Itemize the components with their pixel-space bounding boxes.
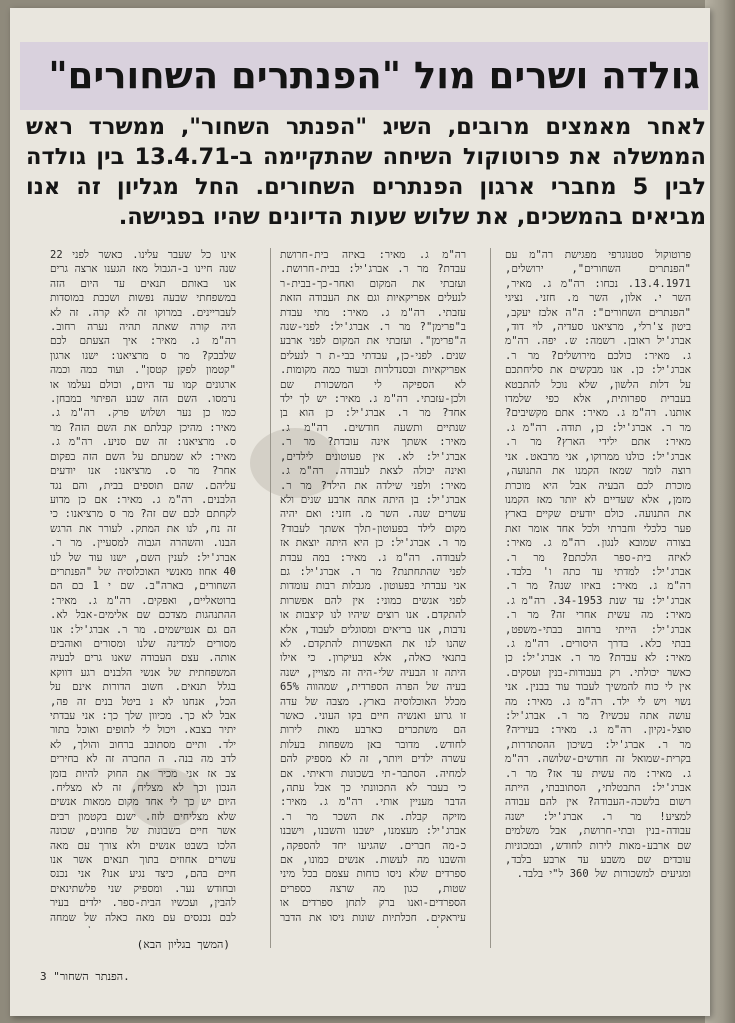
headline: גולדה ושרים מול "הפנתרים השחורים" [48, 54, 700, 97]
text-column-middle [280, 248, 466, 928]
text-column-right [505, 248, 691, 928]
page-footer: .הפנתר השחור" 3 [40, 970, 130, 983]
continued-note: (המשך בגליון הבא) [136, 938, 230, 951]
column-divider [490, 248, 491, 948]
headline-band [20, 42, 708, 110]
column-text: אינו כל שעבר עלינו. כאשר לפני 22 שנה חיינו ב-הגבול מאז הגענו ארצה גרים אנו באותם תנאים עד היום הזה במשפחתי שבעה נפשות ושכבת במוסדות לעבריינים. במרוקו זה לא קרה. זה לא היה קורה שאתה תהיה נערה רחוב. רה"מ ג. מאיר: איך הצעתם לכם שלבבק? מר ס מרציאנו: ישנו ארגון "קטמון לפקן קטסן". ועוד כמה וכמה ארגונים קמו עד היום, וכולם נעלמו או נרמסו. השם הזה שבע הפיתוי במבחן. כמו כן נער ושלוש פרק. רה"מ ג. מאיר: מהיכן קבלתם את השם הזה? מר ס. מרציאנו: זה שם סניע. רה"מ ג. מאיר: לא שמעתם על השם הזה בפקום אחר? מר ס. מרציאנו: אנו יודעים עליהם. שהם תוספים בבית, והם נגד הלבנים. רה"מ ג. מאיר: אם כן מדוע לקחתם לכם שם זה? מר ס מרציאנו: כי זה נח, לנו את המתק. לעורר את הרגש הבנו. והשהרה הגבוה למסעיין. מר ר. אברג'יל: לענין השם, ישנו עוד של לנו 40 אחוז מאנשי האוכלוסיה של "הפנתרים השחורים, בארה"ב. שם י 1 בם הם ברוטאליים, ואפקים. רה"מ ג. מאיר: ההתנהגות מצדכם שם אלימים-אבל לא. הם גם אנטישמים. מר ר. אברג'יל: אנו מסורים למדינה שלנו ומסורים ואוהבים אותה. עצם העבודה שאנו גרים לבעיה המשפחתית של אנשי הלבנים רגע דווקא בגלל תנאים. חשוב הדורות אינם על הכל, אנחנו לא נ ביטל בנים זה פה, אבל לא כך. מכיוון שלך כך: אני עבדתי יתיר בצבא. ויכול לי לתופים ואוכל בתור ילד. ותיים מסתובב ברחוב והולך, לא לדב מה בנה. ה החברה זה לא בחירים צב אז אני מכיר את החוק להיות בזמן הנכון וכך לא מצליח, זה לא מצליח. היום יש כך לי אחד מקום ממאות אנשים שלא מצליחים לזוז. ישנם בקטמון רבים אשר חיים בשבונות של פחונים, שכונה הלכו בשבט אנשים ולא צורך עם מאה עשרים אחוזים בתוך תנאים אשר אנו חיים בהם, כיצד נגיע אנו? אני נכנס ובחודש נער. ומספיק שני פלשתינאים להבין, ועכשיו הבית-ספר. ילדים בעיר לבם נכנסים עם מאה כאלה של שמחה [50, 249, 236, 924]
column-text: רה"מ ג. מאיר: באיזה בית-חרושת עבדת? מר ר. אברג'יל: בבית-חרושת. ועזבתי את המקום ואחר-כך-בבית-ר לנעלים אפריקאיות וגם את העבודה הזאת עזבתי. רה"מ ג. מאיר: מתי עבדת ב"פרימן"? מר ר. אברג'יל: לפני-שנה ה"פרימן". ועזבתי את המקום לפני ארבע שנים. לפני-כן, עבדתי בבי-ת ר לנעלים אפריקאיות ובסנדלרות ובעוד כמה מקומות. לא הספיקה לי המשכורת שם ולכן-עזבתי. רה"מ ג. מאיר: יש לך ילד אחד? מר ר. אברג'יל: כן הוא בן שנתיים ותשעה חודשים. רה"מ ג. מאיר: אשתך אינה עובדת? מר ר. אברג'יל: לא. אין פעוטונים לילדים, ואינה יכולה לצאת לעבודה. רה"מ ג. מאיר: ולפני שילדה את הילד? מר ר. אברג'יל: בן היתה אתה ארבע שנים ולא עשרים שנה. השר מ. חזני: ואם יהיה מקום לילד בפעוטון-תלך אשתך לעבוד? מר ר. אברג'יל: כן היא היתה יוצאת אז לעבודה. רה"מ ג. מאיר: במה עבדת לפני שהתחתנת? מר ר. אברג'יל: גם אני עבדתי בפעוטון. מגבלות רבות עומדות לפני אנשים כמוני: אין להם אפשרות להתקדם. אנו רוצים שיהיו לנו קיצבות או נדבות, אנו בריאים ומסוגלים לעבוד, אלא שהנו לנו את האפשרות להתקדם. לא בתנאי כאלה, אלא בעיקרון. כי אילו היתה זו הבעיה שלי-היה זה מצויין, ישנה בעיה של הפרה הספרדית, שמהווה 65% מכלל האוכלוסיה בארץ. מצבה של עדה זו גרוע ואנשיה חיים בקו העוני. כאשר הם משתכרים כארבע מאות לירות לחודש. מדובר באן משפחות בעלות עשרה ילדים ויותר, זה לא מספיק להם למחיה. הסתבר-תי בשכונות וראיתי. אם כי בעבר לא התכוונתי כך אבל עתה, הדבר מעניין אותי. רה"מ ג. מאיר: מזיקה קבלת. את השכר מר ר. אברג'יל: מעצמנו, ישבנו והשבנו, וישבנו כ-מה חברים. שהגיעו יחד להספקה, והשבנו מה לעשות. אנשים כמונו, אם ספרדים שלא ניסו כוחות עצמם בכל מיני שטות, כגון מה שרצה כספרים הספרדים-ואנו ברק לתחן ספרדים או עיראקים. חכלתיות שונות ניסו את הדבר [280, 249, 466, 924]
newsletter-page [10, 8, 710, 1016]
lead-paragraph: לאחר מאמצים מרובים, השיג "הפנתר השחור", ממשרד ראש הממשלה את פרוטוקול השיחה שהתקיימה ב-13.4.71 בין גולדה לבין 5 מחברי ארגון הפנתרים השחורים. החל מגליון זה אנו מביאים בהמשכים, את שלוש שעות הדיונים שהיו בפגישה. [26, 114, 706, 230]
text-column-left [50, 248, 236, 928]
column-divider [270, 248, 271, 948]
column-text: פרוטוקול סטנוגרפי מפגישת רה"מ עם "הפנתרים השחורים", ירושלים, 13.4.1971. נכחו: רה"מ ג. מאיר, השר י. אלון, השר מ. חזני. נציגי "הפנתרים השחורים": ה"ה אלבז יעקב, ביטון צ'רלי, מרציאנו סעדיה, לוי דוד, אברג'יל ראובן. רשמה: ש. יפה. רה"מ ג. מאיר: כולכם מירושלים? מר ר. אברג'יל: כן. אנו מבקשים את סליחתכם על דלות הלשון, שלא נוכל להתבטא בעברית ספרותית, אלא כפי שלמדו אותנו. רה"מ ג. מאיר: אתם מקשיבים? מר ר. אברג'יל: כן, תודה. רה"מ ג. מאיר: אתם ילידי הארץ? מר ר. אברג'יל: כולנו ממרוקו, אני מרבאט. אני רוצה לומר שמאז הקמנו את התנועה, מוכרת לכם הבעיה אבל היא מוכרת מזמן, אלא שעדיים לא יותר מאז הקמנו את התנועה. כולם יודעים שקיים בארץ פער כלכלי וחברתי ולכל אחד אומר זאת בצורה שמובא לנגון. רה"מ ג. מאיר: לאיזה בית-ספר הלכתם? מר ר. אברג'יל: למדתי עד כתה ו' בלבד. רה"מ ג. מאיר: באיזו שנה? מר ר. אברג'יל: עד שנת 34-1953. רה"מ ג. מאיר: מה עשית אחרי זה? מר ר. אברג'יל: הייתי ברחוב בבתי-משפט, בבתי כלא. בדרך היסורים. רה"מ ג. מאיר: לא עבדת? מר ר. אברג'יל: כן כאשר יכולתי. רק בעבודות-בנין ועסקים. אין לי כוח להמשיך לעבוד עוד בבנין. אני נשוי ויש לי ילד. רה"מ ג. מאיר: מה עושה אתה עכשיו? מר ר. אברג'יל: סוצל-נקיון. רה"מ ג. מאיר: בעיריה? מר ר. אברג'יל: בשיכון ההסתדרות, בקרית-שמואל זה חודשים-שלושה. רה"מ ג. מאיר: מה עשית עד אז? מר ר. אברג'יל: התבטלתי, הסתובבתי, הייתה רשום בלשכה-העבודה? אין להם עבודה למציע! מר ר. אברג'יל: ישנה עבודה-בנין ובתי-חרושת, אבל משלמים שם ארבע-מאות לירות לחודש, ובמכוניות עובדים שם משבע עד ארבע בלבד, ומגיעים למשכורות של 360 ל"י בלבד. [505, 249, 691, 881]
